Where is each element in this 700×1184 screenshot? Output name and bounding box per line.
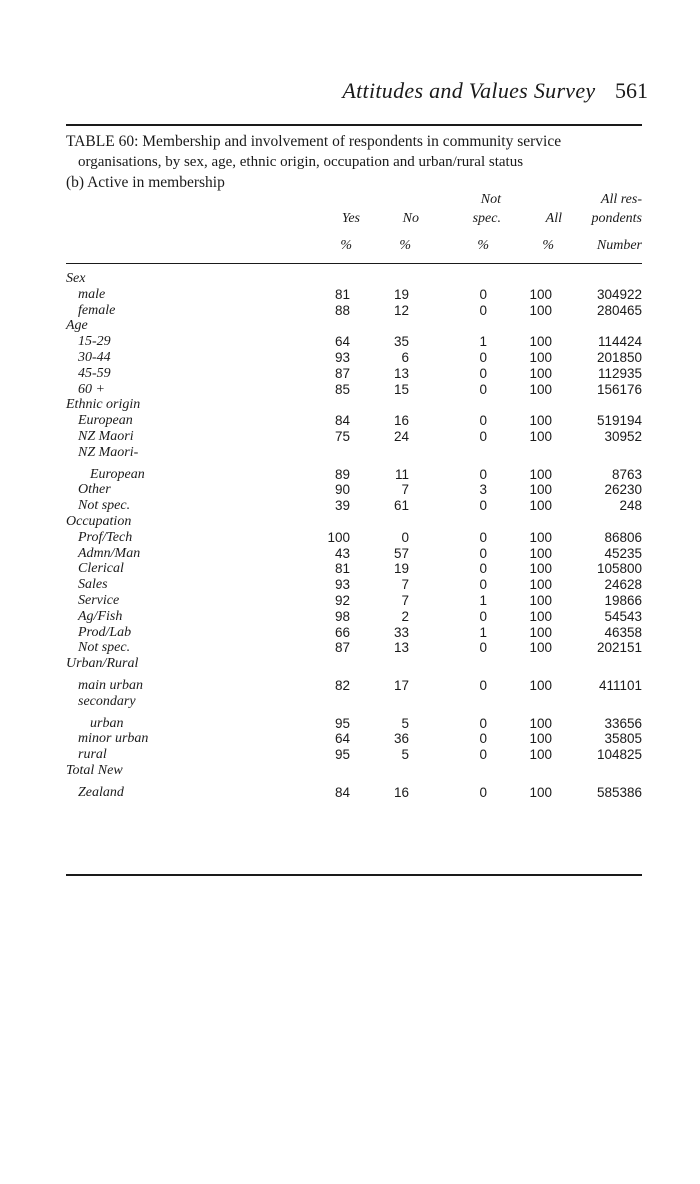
cell-not-spec: 0	[479, 561, 487, 577]
row-label: secondary	[78, 693, 136, 709]
row-label: 45-59	[78, 365, 111, 381]
row-label: Other	[78, 482, 111, 498]
cell-not-spec: 0	[479, 577, 487, 593]
cell-number: 304922	[596, 286, 642, 302]
caption-line-1: TABLE 60: Membership and involvement of respondents in community service	[66, 133, 562, 150]
table-row	[66, 303, 642, 319]
row-label: Ag/Fish	[78, 608, 123, 624]
cell-no: 7	[401, 482, 409, 498]
unit-number: Number	[596, 238, 642, 253]
cell-no: 0	[401, 529, 409, 545]
cell-no: 6	[401, 349, 409, 365]
cell-all: 100	[529, 677, 552, 693]
cell-number: 19866	[604, 592, 642, 608]
cell-not-spec: 0	[479, 381, 487, 397]
unit-all: %	[542, 238, 554, 253]
cell-all: 100	[529, 529, 552, 545]
cell-no: 13	[393, 640, 409, 656]
row-label: Admn/Man	[78, 545, 141, 561]
row-label: minor urban	[78, 731, 149, 747]
cell-no: 11	[394, 466, 409, 482]
cell-yes: 100	[327, 529, 350, 545]
col-head-no-text: No	[402, 211, 419, 226]
cell-no: 24	[393, 428, 409, 444]
cell-all: 100	[529, 286, 552, 302]
row-label: Prof/Tech	[78, 529, 133, 545]
cell-number: 105800	[596, 561, 642, 577]
group-label: Age	[66, 318, 88, 334]
cell-all: 100	[529, 413, 552, 429]
cell-number: 280465	[596, 302, 642, 318]
cell-all: 100	[529, 731, 552, 747]
group-label: Total New	[66, 762, 123, 778]
cell-yes: 81	[334, 286, 350, 302]
cell-all: 100	[529, 592, 552, 608]
cell-number: 248	[619, 498, 642, 514]
table-group-row	[66, 763, 642, 779]
running-head	[342, 78, 648, 104]
cell-not-spec: 1	[479, 334, 487, 350]
cell-number: 24628	[604, 577, 642, 593]
cell-all: 100	[529, 349, 552, 365]
cell-yes: 87	[334, 365, 350, 381]
cell-no: 19	[393, 286, 409, 302]
cell-yes: 88	[334, 302, 350, 318]
cell-yes: 89	[334, 466, 350, 482]
cell-number: 86806	[604, 529, 642, 545]
table-row	[66, 678, 642, 694]
table-row	[66, 694, 642, 710]
row-label: Clerical	[78, 561, 124, 577]
cell-no: 33	[393, 624, 409, 640]
cell-no: 7	[401, 577, 409, 593]
col-head-all-resp-line1: All res-	[600, 192, 642, 207]
cell-no: 5	[401, 747, 409, 763]
cell-no: 19	[393, 561, 409, 577]
row-label: main urban	[78, 677, 143, 693]
cell-number: 156176	[596, 381, 642, 397]
table-subheading: (b) Active in membership	[66, 174, 225, 191]
cell-no: 36	[393, 731, 409, 747]
row-label: Sales	[78, 577, 108, 593]
cell-all: 100	[529, 747, 552, 763]
table-group-row	[66, 514, 642, 530]
cell-number: 519194	[596, 413, 642, 429]
cell-no: 7	[401, 592, 409, 608]
caption-line-2: organisations, by sex, age, ethnic origin, occupation and urban/rural status	[78, 154, 524, 170]
row-label: rural	[78, 747, 107, 763]
cell-all: 100	[529, 466, 552, 482]
row-label: female	[78, 302, 116, 318]
cell-no: 35	[393, 334, 409, 350]
cell-yes: 93	[334, 349, 350, 365]
cell-not-spec: 0	[479, 608, 487, 624]
col-head-all-resp-line2: pondents	[591, 211, 642, 226]
row-label: urban	[90, 715, 124, 731]
cell-yes: 85	[334, 381, 350, 397]
cell-yes: 64	[334, 334, 350, 350]
cell-all: 100	[529, 428, 552, 444]
cell-not-spec: 0	[479, 302, 487, 318]
cell-not-spec: 0	[479, 466, 487, 482]
col-head-yes-text: Yes	[341, 211, 360, 226]
row-label: 15-29	[78, 334, 111, 350]
cell-yes: 75	[334, 428, 350, 444]
cell-not-spec: 0	[479, 545, 487, 561]
table-row	[66, 561, 642, 577]
cell-yes: 98	[334, 608, 350, 624]
cell-not-spec: 0	[479, 365, 487, 381]
cell-number: 202151	[596, 640, 642, 656]
table-row	[66, 498, 642, 514]
cell-number: 8763	[611, 466, 642, 482]
table-group-row	[66, 656, 642, 672]
row-label: 60 +	[78, 381, 105, 397]
table-row	[66, 413, 642, 429]
table-row	[66, 482, 642, 498]
col-head-all	[502, 209, 562, 228]
cell-number: 46358	[604, 624, 642, 640]
cell-yes: 66	[334, 624, 350, 640]
col-head-not-spec-line2: spec.	[472, 211, 501, 226]
row-label: European	[78, 413, 133, 429]
cell-no: 2	[401, 608, 409, 624]
table-row	[66, 577, 642, 593]
cell-number: 201850	[596, 349, 642, 365]
cell-not-spec: 0	[479, 640, 487, 656]
cell-yes: 81	[334, 561, 350, 577]
cell-yes: 43	[334, 545, 350, 561]
cell-not-spec: 0	[479, 529, 487, 545]
cell-all: 100	[529, 381, 552, 397]
cell-not-spec: 0	[479, 428, 487, 444]
table-row	[66, 530, 642, 546]
running-head-title: Attitudes and Values Survey	[342, 78, 596, 103]
cell-all: 100	[529, 561, 552, 577]
group-label: Urban/Rural	[66, 656, 139, 672]
header-rule	[66, 263, 642, 264]
cell-not-spec: 0	[479, 286, 487, 302]
cell-not-spec: 0	[479, 731, 487, 747]
cell-not-spec: 0	[479, 413, 487, 429]
cell-not-spec: 0	[479, 498, 487, 514]
col-head-not-spec-line1: Not	[480, 192, 501, 207]
row-label: Service	[78, 592, 120, 608]
table-row	[66, 350, 642, 366]
cell-yes: 84	[334, 784, 350, 800]
cell-number: 54543	[604, 608, 642, 624]
cell-not-spec: 0	[479, 747, 487, 763]
group-label: Occupation	[66, 513, 132, 529]
cell-not-spec: 0	[479, 715, 487, 731]
cell-all: 100	[529, 715, 552, 731]
cell-all: 100	[529, 577, 552, 593]
cell-yes: 82	[334, 677, 350, 693]
row-label: male	[78, 286, 106, 302]
row-label: Zealand	[78, 784, 124, 800]
table-group-row	[66, 397, 642, 413]
group-label: Sex	[66, 271, 86, 286]
cell-not-spec: 0	[479, 677, 487, 693]
table-row	[66, 334, 642, 350]
group-label: Ethnic origin	[66, 397, 141, 413]
unit-no: %	[399, 238, 411, 253]
cell-number: 112935	[597, 365, 642, 381]
table-row	[66, 747, 642, 763]
page-number: 561	[615, 78, 648, 103]
unit-not-spec: %	[477, 238, 489, 253]
table-caption	[66, 132, 646, 172]
row-label: Not spec.	[78, 640, 131, 656]
cell-yes: 84	[334, 413, 350, 429]
cell-all: 100	[529, 365, 552, 381]
row-label: NZ Maori-	[78, 444, 139, 460]
cell-all: 100	[529, 640, 552, 656]
cell-yes: 39	[334, 498, 350, 514]
table-row	[66, 640, 642, 656]
cell-number: 104825	[596, 747, 642, 763]
cell-all: 100	[529, 608, 552, 624]
top-rule	[66, 124, 642, 126]
cell-yes: 90	[334, 482, 350, 498]
table-row	[66, 546, 642, 562]
table-row	[66, 467, 642, 483]
col-head-all-respondents	[562, 190, 642, 228]
cell-not-spec: 1	[479, 592, 487, 608]
cell-all: 100	[529, 334, 552, 350]
bottom-rule	[66, 874, 642, 876]
row-label: Not spec.	[78, 498, 131, 514]
col-head-not-spec	[441, 190, 501, 228]
cell-all: 100	[529, 784, 552, 800]
cell-all: 100	[529, 482, 552, 498]
table-row	[66, 366, 642, 382]
row-label: 30-44	[78, 349, 111, 365]
cell-yes: 87	[334, 640, 350, 656]
cell-all: 100	[529, 545, 552, 561]
cell-all: 100	[529, 302, 552, 318]
col-head-yes	[300, 209, 360, 228]
cell-number: 35805	[604, 731, 642, 747]
cell-no: 16	[393, 413, 409, 429]
cell-number: 30952	[604, 428, 642, 444]
cell-not-spec: 3	[479, 482, 487, 498]
table-group-row	[66, 271, 642, 287]
cell-number: 585386	[596, 784, 642, 800]
unit-yes: %	[340, 238, 352, 253]
cell-not-spec: 0	[479, 349, 487, 365]
table-row	[66, 429, 642, 445]
table-body	[66, 271, 642, 801]
row-label: Prod/Lab	[78, 624, 132, 640]
table-row	[66, 609, 642, 625]
cell-yes: 92	[334, 592, 350, 608]
cell-no: 12	[393, 302, 409, 318]
cell-no: 16	[393, 784, 409, 800]
col-head-no	[359, 209, 419, 228]
cell-yes: 95	[334, 715, 350, 731]
table-row	[66, 445, 642, 461]
table-group-row	[66, 318, 642, 334]
cell-yes: 95	[334, 747, 350, 763]
cell-no: 5	[401, 715, 409, 731]
table-row	[66, 785, 642, 801]
cell-yes: 64	[334, 731, 350, 747]
table-row	[66, 287, 642, 303]
table-row	[66, 593, 642, 609]
row-label: NZ Maori	[78, 428, 134, 444]
cell-yes: 93	[334, 577, 350, 593]
table-row	[66, 625, 642, 641]
table-row	[66, 731, 642, 747]
cell-number: 26230	[604, 482, 642, 498]
cell-not-spec: 1	[479, 624, 487, 640]
cell-all: 100	[529, 498, 552, 514]
row-label: European	[90, 466, 145, 482]
cell-no: 61	[393, 498, 409, 514]
cell-all: 100	[529, 624, 552, 640]
cell-no: 15	[393, 381, 409, 397]
cell-no: 13	[393, 365, 409, 381]
cell-number: 33656	[604, 715, 642, 731]
cell-no: 57	[393, 545, 409, 561]
cell-number: 411101	[598, 677, 642, 693]
cell-number: 45235	[604, 545, 642, 561]
table-row	[66, 716, 642, 732]
col-head-all-text: All	[545, 211, 562, 226]
cell-not-spec: 0	[479, 784, 487, 800]
table-row	[66, 382, 642, 398]
cell-number: 114424	[597, 334, 642, 350]
cell-no: 17	[393, 677, 409, 693]
